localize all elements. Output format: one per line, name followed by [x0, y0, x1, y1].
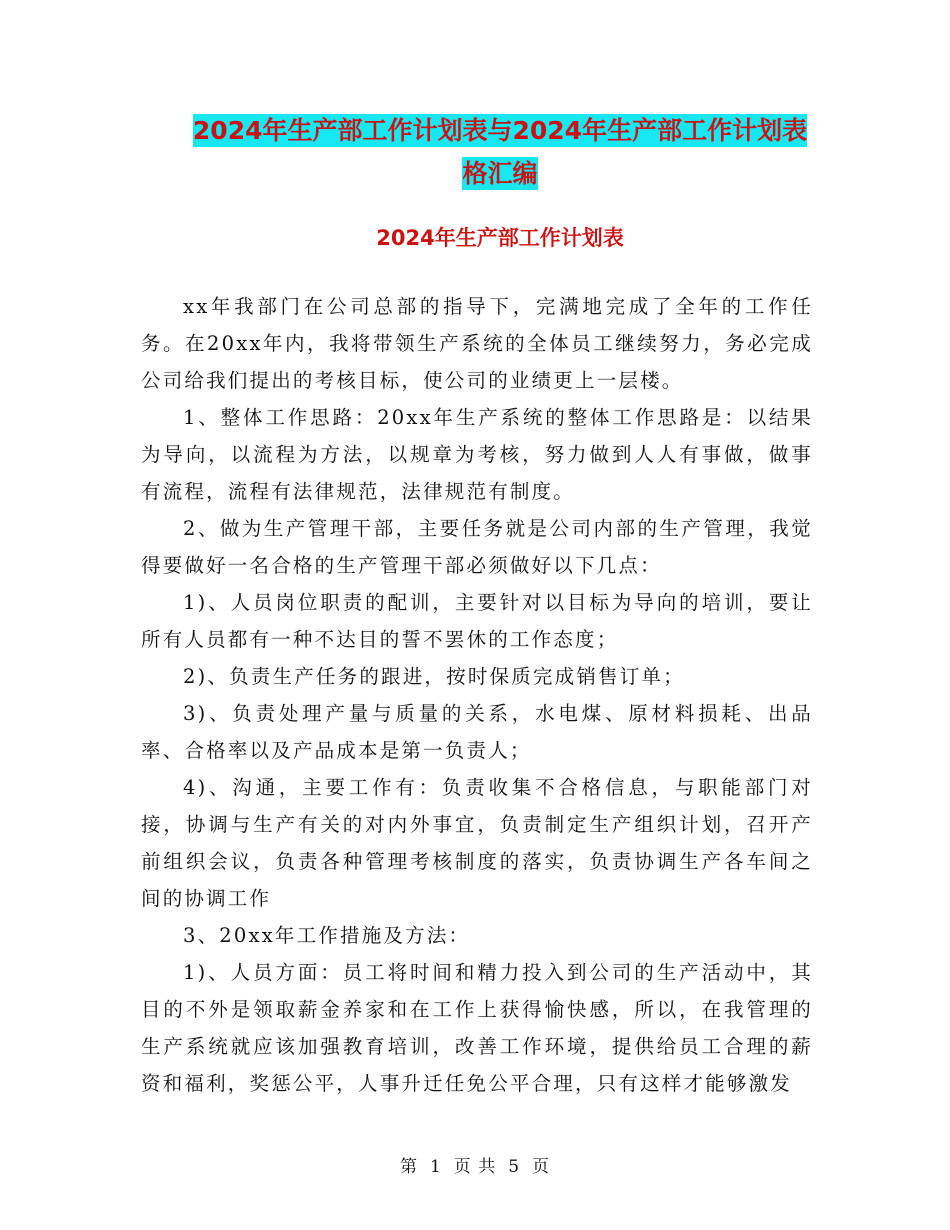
footer-suffix: 页: [532, 1157, 551, 1177]
paragraph-task-3: 3)、负责处理产量与质量的关系，水电煤、原材料损耗、出品率、合格率以及产品成本是第一负责人；: [141, 702, 813, 762]
section-title: 2024年生产部工作计划表: [376, 226, 624, 250]
paragraph-task-2: 2)、负责生产任务的跟进，按时保质完成销售订单；: [183, 665, 685, 688]
paragraph-measures-heading: 3、20xx年工作措施及方法：: [183, 924, 471, 947]
paragraph-overall-approach: 1、整体工作思路：20xx年生产系统的整体工作思路是：以结果为导向，以流程为方法，以规章为考核，努力做到人人有事做，做事有流程，流程有法律规范，法律规范有制度。: [141, 406, 813, 503]
paragraph-intro: xx年我部门在公司总部的指导下，完满地完成了全年的工作任务。在20xx年内，我将带领生产系统的全体员工继续努力，务必完成公司给我们提出的考核目标，使公司的业绩更上一层楼。: [141, 295, 813, 392]
page-footer: [0, 1152, 950, 1177]
document-body: [141, 288, 813, 1102]
paragraph-main-tasks: 2、做为生产管理干部，主要任务就是公司内部的生产管理，我觉得要做好一名合格的生产管理干部必须做好以下几点：: [141, 517, 813, 577]
footer-middle: 页 共: [453, 1157, 497, 1177]
document-title-line-2: 格汇编: [462, 159, 538, 188]
footer-total-pages: 5: [508, 1157, 521, 1177]
paragraph-task-1: 1)、人员岗位职责的配训，主要针对以目标为导向的培训，要让所有人员都有一种不达目的誓不罢休的工作态度；: [141, 591, 813, 651]
document-title-line-1: 2024年生产部工作计划表与2024年生产部工作计划表: [192, 116, 808, 145]
footer-prefix: 第: [399, 1157, 418, 1177]
paragraph-task-4: 4)、沟通，主要工作有：负责收集不合格信息，与职能部门对接，协调与生产有关的对内外事宜，负责制定生产组织计划，召开产前组织会议，负责各种管理考核制度的落实，负责协调生产各车间之间的协调工作: [141, 776, 813, 910]
footer-page-number: 1: [429, 1157, 442, 1177]
paragraph-measure-1: 1)、人员方面：员工将时间和精力投入到公司的生产活动中，其目的不外是领取薪金养家和在工作上获得愉快感，所以，在我管理的生产系统就应该加强教育培训，改善工作环境，提供给员工合理的薪资和福利，奖惩公平，人事升迁任免公平合理，只有这样才能够激发: [141, 961, 813, 1095]
